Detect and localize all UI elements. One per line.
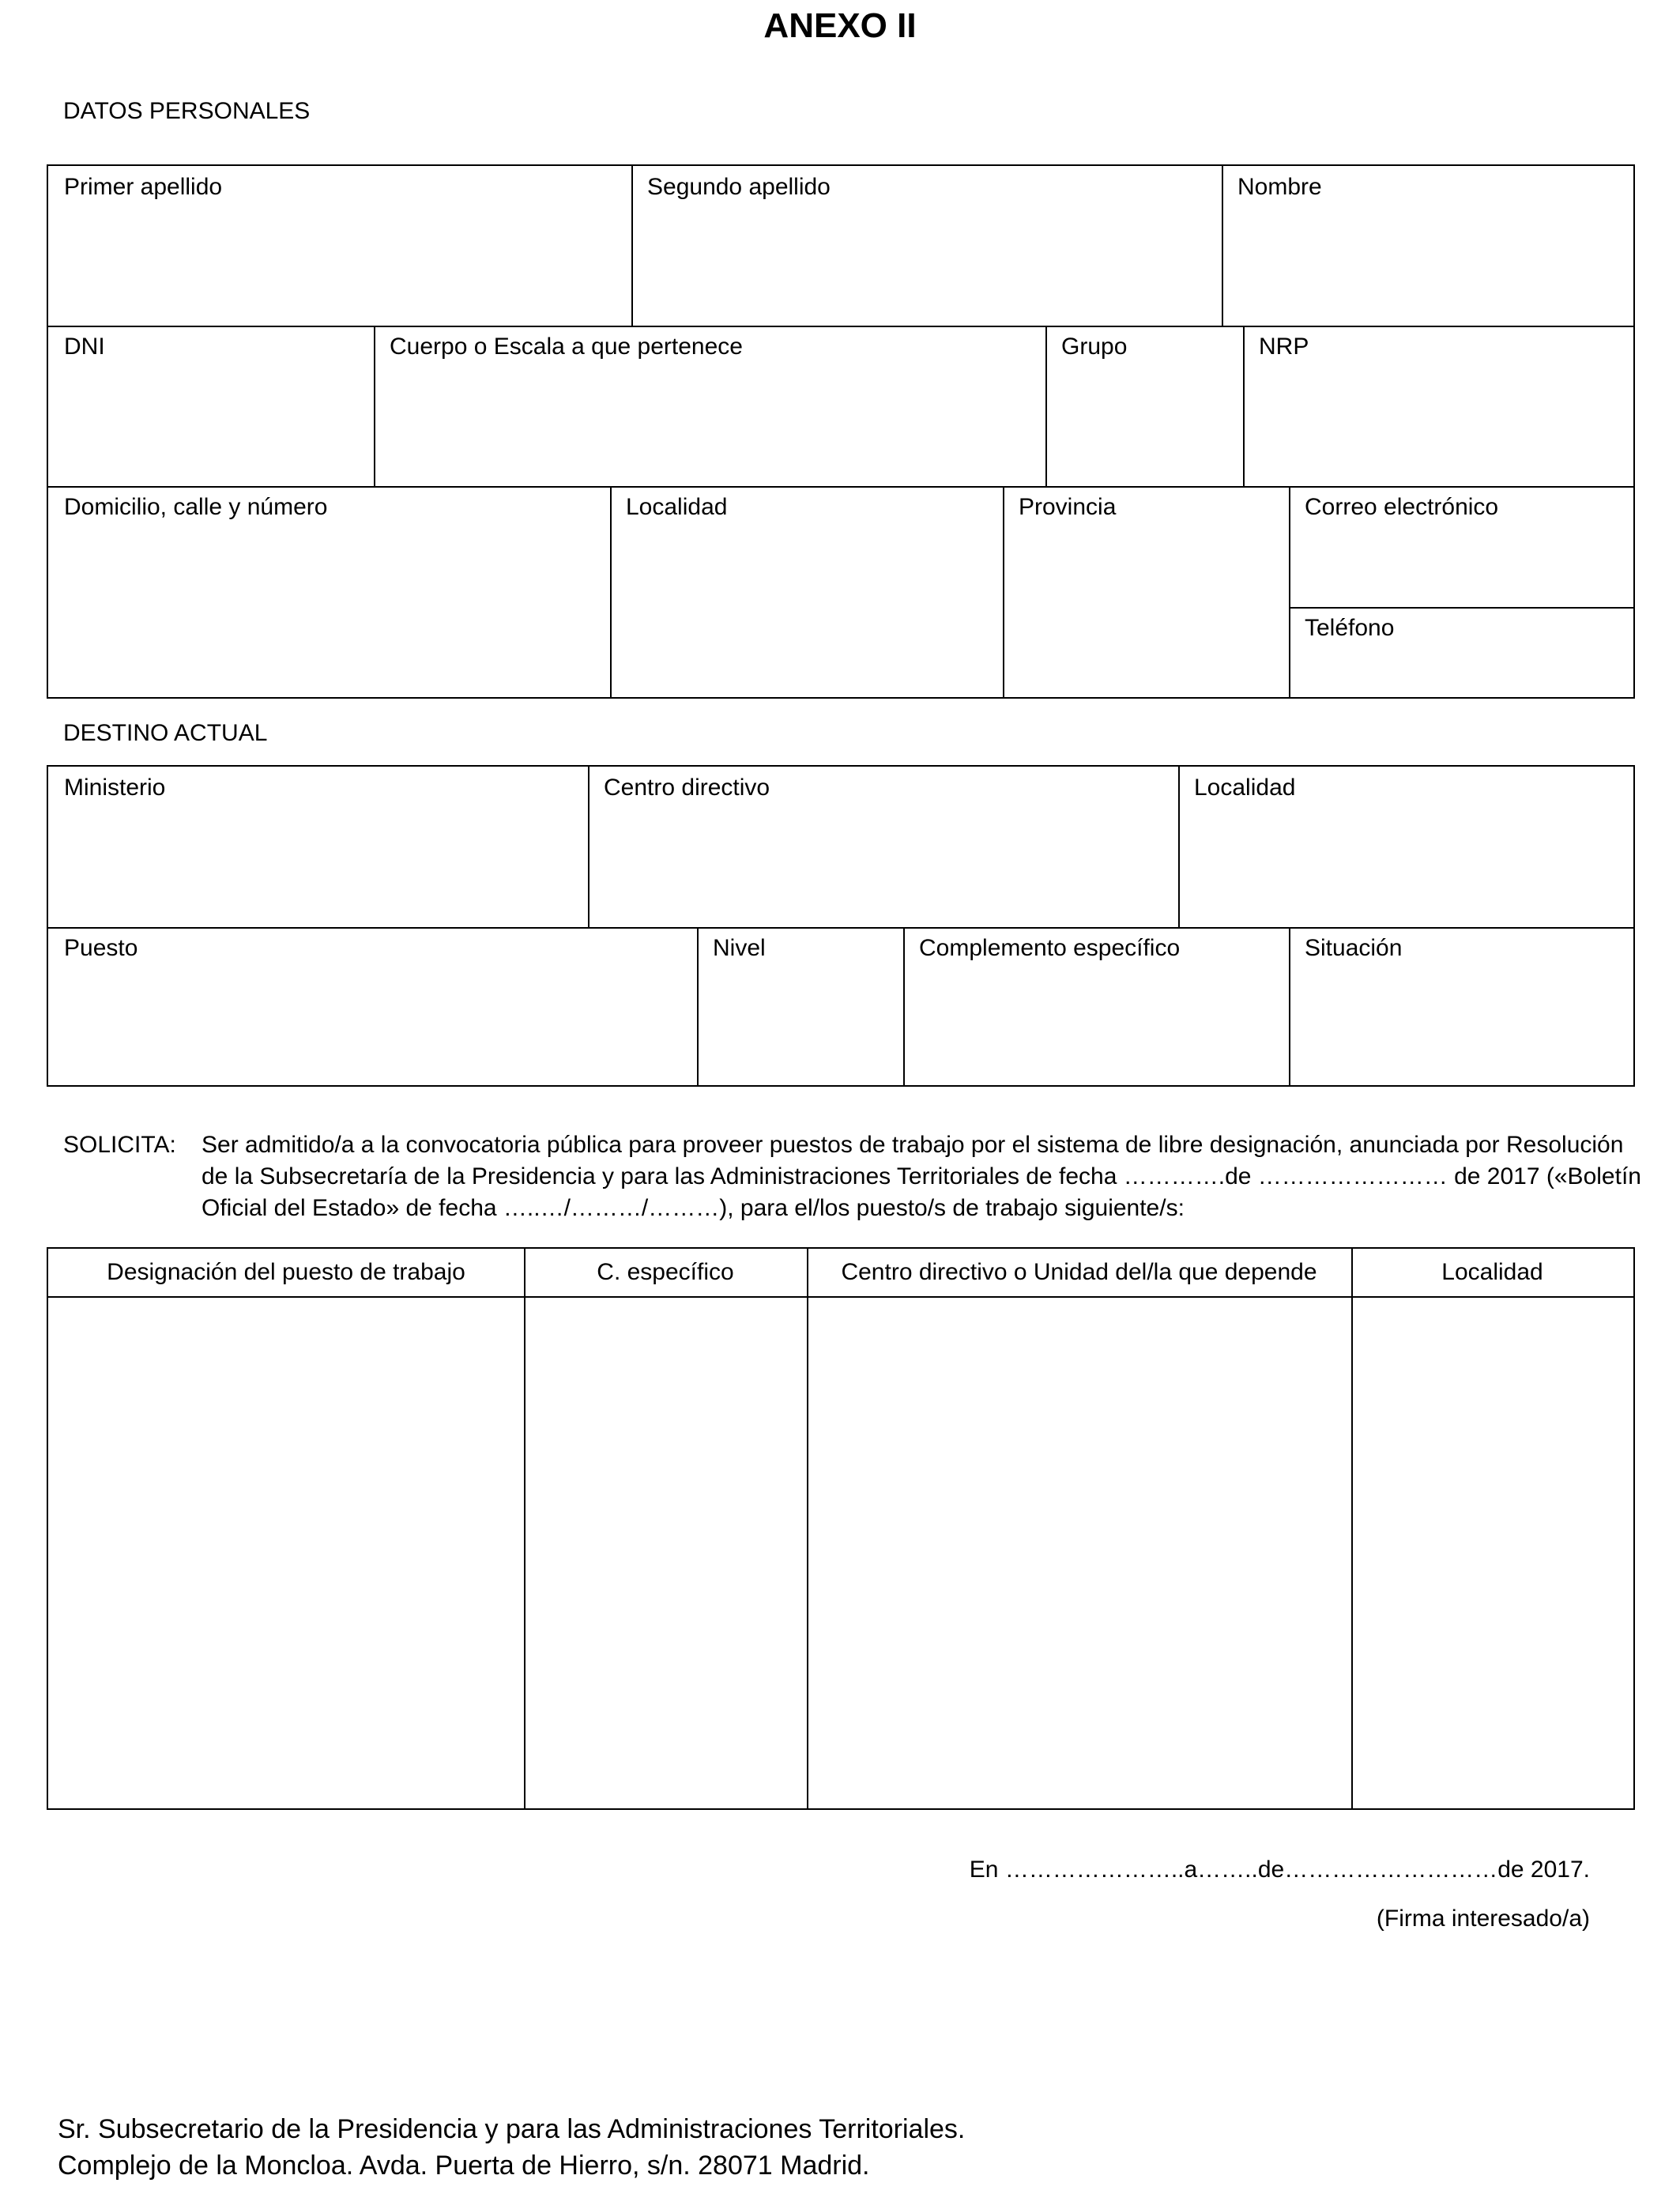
segundo-apellido-field[interactable]	[631, 166, 1222, 326]
ministerio-field[interactable]	[48, 767, 588, 927]
solicita-label: SOLICITA:	[63, 1132, 176, 1158]
puestos-table	[47, 1247, 1635, 1810]
localidad-input-area[interactable]	[1351, 1298, 1633, 1808]
puesto-label: Puesto	[64, 935, 138, 961]
solicita-line-1: Ser admitido/a a la convocatoria pública para proveer puestos de trabajo por el sistema de libre designación, anunciada por Resolución	[202, 1132, 1624, 1158]
destino-localidad-field[interactable]	[1178, 767, 1633, 927]
destinatario-line-1: Sr. Subsecretario de la Presidencia y para las Administraciones Territoriales.	[58, 2114, 966, 2144]
complemento-field[interactable]	[903, 927, 1289, 1085]
primer-apellido-label: Primer apellido	[64, 174, 223, 200]
column-header-centro-directivo: Centro directivo o Unidad del/la que depende	[841, 1259, 1317, 1285]
ministerio-label: Ministerio	[64, 775, 166, 801]
destino-localidad-label: Localidad	[1194, 775, 1296, 801]
centro-directivo-input-area[interactable]	[807, 1298, 1351, 1808]
dni-field[interactable]	[48, 326, 374, 486]
localidad-field[interactable]	[610, 486, 1003, 697]
telefono-label: Teléfono	[1305, 615, 1395, 641]
provincia-field[interactable]	[1003, 486, 1289, 697]
domicilio-label: Domicilio, calle y número	[64, 494, 328, 520]
signature-area[interactable]	[1106, 1944, 1596, 2071]
grupo-field[interactable]	[1045, 326, 1243, 486]
puesto-field[interactable]	[48, 927, 697, 1085]
destinatario-line-2: Complejo de la Moncloa. Avda. Puerta de Hierro, s/n. 28071 Madrid.	[58, 2151, 870, 2181]
solicita-line-3: Oficial del Estado» de fecha …..…/………/………), para el/los puesto/s de trabajo siguiente/s:	[202, 1195, 1185, 1221]
destino-actual-heading: DESTINO ACTUAL	[63, 720, 268, 746]
situacion-label: Situación	[1305, 935, 1403, 961]
complemento-label: Complemento específico	[919, 935, 1181, 961]
designacion-input-area[interactable]	[48, 1298, 524, 1808]
fecha-line: En …………………..a……..de………………………de 2017.	[969, 1857, 1590, 1883]
telefono-field[interactable]	[1289, 607, 1633, 697]
provincia-label: Provincia	[1019, 494, 1117, 520]
c-especifico-input-area[interactable]	[524, 1298, 807, 1808]
cuerpo-escala-field[interactable]	[374, 326, 1045, 486]
domicilio-field[interactable]	[48, 486, 610, 697]
centro-directivo-label: Centro directivo	[604, 775, 770, 801]
grupo-label: Grupo	[1061, 334, 1128, 360]
nivel-label: Nivel	[713, 935, 766, 961]
localidad-label: Localidad	[626, 494, 728, 520]
cuerpo-escala-label: Cuerpo o Escala a que pertenece	[390, 334, 743, 360]
nivel-field[interactable]	[697, 927, 903, 1085]
correo-label: Correo electrónico	[1305, 494, 1499, 520]
segundo-apellido-label: Segundo apellido	[647, 174, 831, 200]
correo-field[interactable]	[1289, 486, 1633, 607]
destino-actual-form	[47, 765, 1635, 1087]
datos-personales-form	[47, 164, 1635, 699]
column-header-designacion: Designación del puesto de trabajo	[107, 1259, 465, 1285]
situacion-field[interactable]	[1289, 927, 1633, 1085]
primer-apellido-field[interactable]	[48, 166, 631, 326]
firma-label: (Firma interesado/a)	[1376, 1906, 1590, 1932]
dni-label: DNI	[64, 334, 105, 360]
solicita-line-2: de la Subsecretaría de la Presidencia y para las Administraciones Territoriales de fecha ………….de …………………… de 2017 («Boletín	[202, 1163, 1641, 1189]
centro-directivo-field[interactable]	[588, 767, 1178, 927]
nombre-field[interactable]	[1222, 166, 1633, 326]
solicita-text	[202, 1129, 1641, 1224]
nrp-label: NRP	[1259, 334, 1309, 360]
page-title: ANEXO II	[763, 6, 917, 45]
datos-personales-heading: DATOS PERSONALES	[63, 98, 311, 124]
column-header-c-especifico: C. específico	[597, 1259, 734, 1285]
column-header-localidad: Localidad	[1441, 1259, 1543, 1285]
nrp-field[interactable]	[1243, 326, 1633, 486]
nombre-label: Nombre	[1237, 174, 1322, 200]
